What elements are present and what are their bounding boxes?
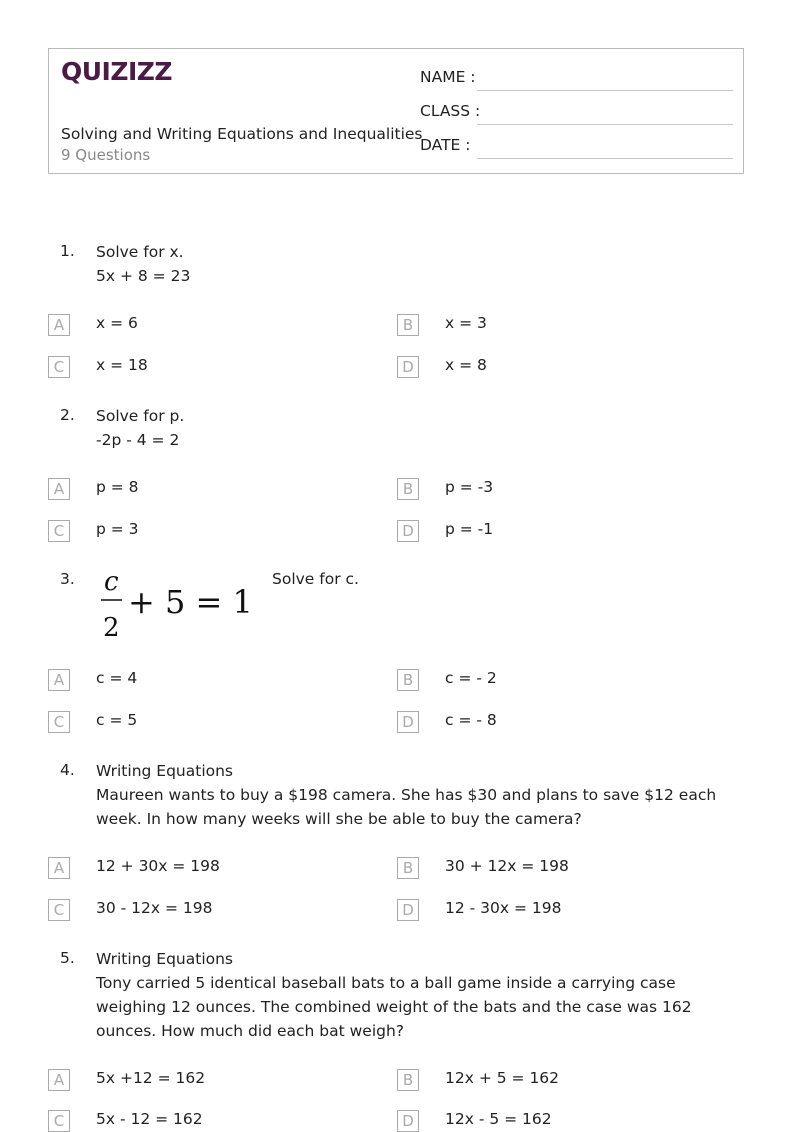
option-letter-box[interactable]: A [48,669,70,691]
question-line: Solve for c. [272,570,359,588]
class-label: CLASS : [420,102,481,120]
option-text: 30 - 12x = 198 [96,899,213,917]
question-line: Tony carried 5 identical baseball bats to a ball game inside a carrying case weighing 12 ounces. The combined weight of the bats and the case was 162 ounces. How much did each bat weigh? [96,974,692,1040]
question-count: 9 Questions [61,146,151,164]
option-letter-box[interactable]: A [48,857,70,879]
option-text: x = 8 [445,356,487,374]
option-letter-box[interactable]: B [397,314,419,336]
option-letter-box[interactable]: D [397,1110,419,1132]
equation-rest: + 5 = 1 [128,583,253,621]
option-letter-box[interactable]: C [48,1110,70,1132]
option-letter-box[interactable]: D [397,356,419,378]
option-text: c = - 8 [445,711,497,729]
worksheet-title: Solving and Writing Equations and Inequalities [61,125,423,143]
quizizz-logo: QUIZIZZ [61,57,173,86]
class-line [477,123,733,125]
option-letter-box[interactable]: B [397,1069,419,1091]
option-text: p = 3 [96,520,139,538]
option-letter-box[interactable]: A [48,478,70,500]
option-text: 5x - 12 = 162 [96,1110,203,1128]
question-number: 5. [60,949,75,967]
question-number: 3. [60,570,75,588]
option-letter-box[interactable]: C [48,711,70,733]
option-letter-box[interactable]: A [48,314,70,336]
option-letter-box[interactable]: A [48,1069,70,1091]
option-text: 5x +12 = 162 [96,1069,206,1087]
question-line: -2p - 4 = 2 [96,431,180,449]
option-letter-box[interactable]: D [397,899,419,921]
option-text: 30 + 12x = 198 [445,857,569,875]
question-line: Maureen wants to buy a $198 camera. She has $30 and plans to save $12 each week. In how many weeks will she be able to buy the camera? [96,786,717,828]
question-line: Solve for x. [96,243,184,261]
equation-denominator: 2 [103,613,120,643]
fraction-equation [98,566,258,646]
option-letter-box[interactable]: B [397,478,419,500]
question-number: 1. [60,242,75,260]
option-text: p = 8 [96,478,139,496]
question-line: Writing Equations [96,762,234,780]
question-text [96,947,746,1043]
option-text: c = 5 [96,711,138,729]
question-line: Writing Equations [96,950,234,968]
question-number: 4. [60,761,75,779]
question-line: 5x + 8 = 23 [96,267,191,285]
question-line: Solve for p. [96,407,185,425]
question-text [96,759,746,831]
option-text: 12x - 5 = 162 [445,1110,552,1128]
option-letter-box[interactable]: B [397,669,419,691]
option-text: x = 3 [445,314,487,332]
option-text: x = 6 [96,314,138,332]
option-letter-box[interactable]: B [397,857,419,879]
name-line [477,89,733,91]
option-letter-box[interactable]: C [48,520,70,542]
option-letter-box[interactable]: C [48,356,70,378]
date-label: DATE : [420,136,471,154]
question-text [96,240,746,288]
option-letter-box[interactable]: D [397,520,419,542]
worksheet-header [48,48,744,174]
question-text [96,404,746,452]
date-line [477,157,733,159]
option-text: x = 18 [96,356,148,374]
equation-numerator: c [104,567,119,597]
question-number: 2. [60,406,75,424]
option-text: 12x + 5 = 162 [445,1069,560,1087]
option-text: 12 + 30x = 198 [96,857,220,875]
option-text: 12 - 30x = 198 [445,899,562,917]
option-text: p = -1 [445,520,494,538]
option-text: p = -3 [445,478,494,496]
name-label: NAME : [420,68,476,86]
option-text: c = - 2 [445,669,497,687]
option-text: c = 4 [96,669,138,687]
option-letter-box[interactable]: C [48,899,70,921]
option-letter-box[interactable]: D [397,711,419,733]
